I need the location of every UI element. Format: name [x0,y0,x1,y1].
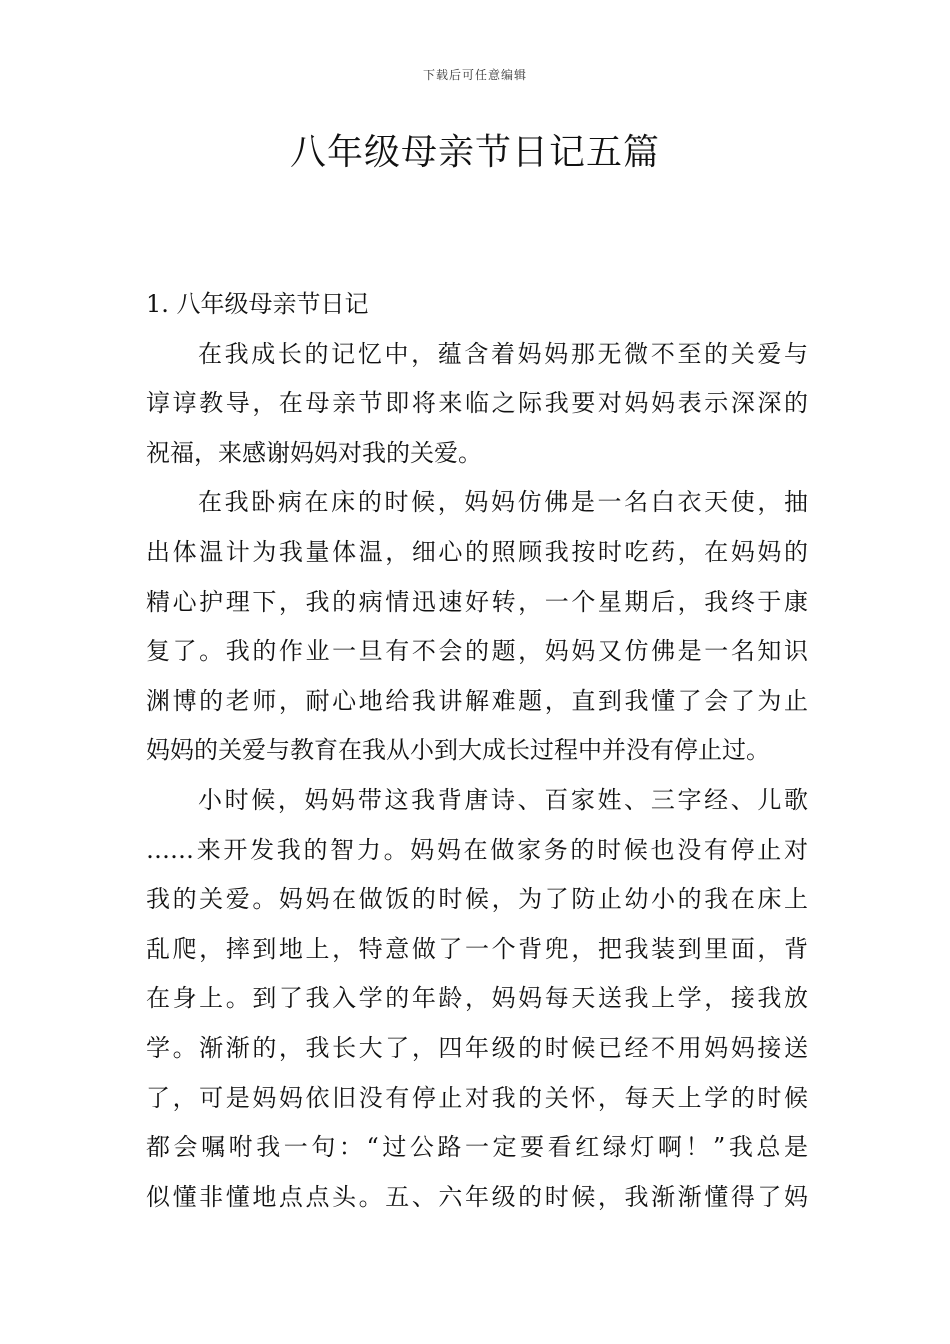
text-line: 学。渐渐的，我长大了，四年级的时候已经不用妈妈接送 [146,1033,808,1062]
text-line: 了，可是妈妈依旧没有停止对我的关怀，每天上学的时候 [146,1083,808,1112]
text-line: 出体温计为我量体温，细心的照顾我按时吃药，在妈妈的 [146,537,808,566]
text-line: 渊博的老师，耐心地给我讲解难题，直到我懂了会了为止 [146,686,808,715]
text-line: 祝福，来感谢妈妈对我的关爱。 [146,438,482,467]
text-line: 妈妈的关爱与教育在我从小到大成长过程中并没有停止过。 [146,736,770,765]
text-line: 谆谆教导，在母亲节即将来临之际我要对妈妈表示深深的 [146,389,808,418]
header-note: 下载后可任意编辑 [422,68,527,82]
text-line: ……来开发我的智力。妈妈在做家务的时候也没有停止对 [146,835,808,864]
text-line: 似懂非懂地点点头。五、六年级的时候，我渐渐懂得了妈 [146,1182,808,1211]
text-line: 我的关爱。妈妈在做饭的时候，为了防止幼小的我在床上 [146,885,808,914]
text-line: 在身上。到了我入学的年龄，妈妈每天送我上学，接我放 [146,984,808,1013]
text-line: 乱爬，摔到地上，特意做了一个背兜，把我装到里面，背 [146,934,808,963]
paragraph [146,776,808,1222]
document-title: 八年级母亲节日记五篇 [289,132,660,173]
body-text [146,280,808,1222]
paragraph [146,330,808,479]
text-line: 在我卧病在床的时候，妈妈仿佛是一名白衣天使，抽 [198,488,808,517]
text-line: 小时候，妈妈带这我背唐诗、百家姓、三字经、儿歌 [198,785,808,814]
section-heading: 1. 八年级母亲节日记 [146,290,369,318]
paragraph [146,478,808,776]
text-line: 复了。我的作业一旦有不会的题，妈妈又仿佛是一名知识 [146,637,808,666]
text-line: 精心护理下，我的病情迅速好转，一个星期后，我终于康 [146,587,808,616]
text-line: 都会嘱咐我一句：“过公路一定要看红绿灯啊！”我总是 [146,1133,808,1162]
text-line: 在我成长的记忆中，蕴含着妈妈那无微不至的关爱与 [198,339,808,368]
